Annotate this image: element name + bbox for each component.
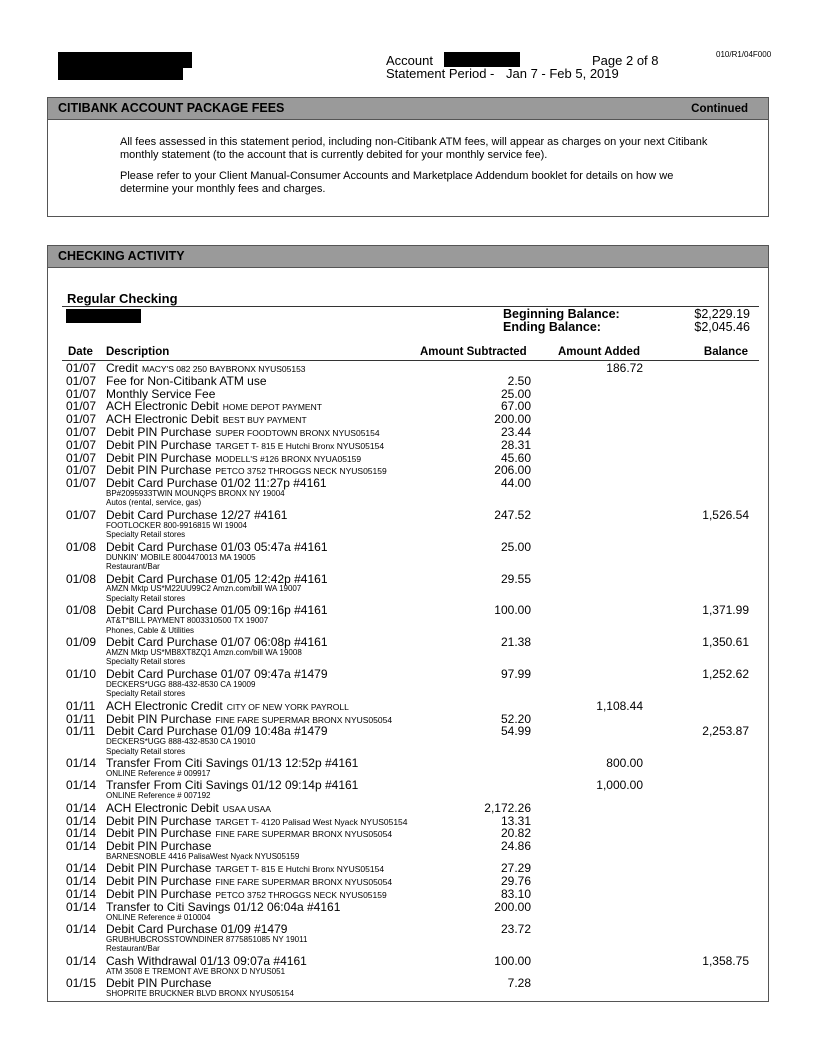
transaction-merchant: TARGET T- 4120 Palisad West Nyack NYUS05154 bbox=[215, 816, 408, 827]
transaction-date: 01/10 bbox=[66, 666, 97, 681]
running-balance: 1,350.61 bbox=[702, 635, 749, 650]
transaction-type: Transfer From Citi Savings 01/12 09:14p #4161 bbox=[106, 778, 359, 793]
amount-subtracted: 24.86 bbox=[500, 839, 531, 854]
transaction-detail: ONLINE Reference # 009917 bbox=[106, 768, 211, 778]
transaction-detail: Phones, Cable & Utilities bbox=[106, 625, 195, 635]
transaction-merchant: CITY OF NEW YORK PAYROLL bbox=[226, 701, 349, 712]
amount-added: 1,108.44 bbox=[596, 698, 643, 713]
transaction-detail: BP#2095933TWIN MOUNQPS BRONX NY 19004 bbox=[106, 488, 285, 498]
transaction-row bbox=[0, 509, 816, 541]
transaction-date: 01/14 bbox=[66, 887, 97, 902]
transaction-row bbox=[0, 668, 816, 700]
redacted-account-id bbox=[66, 309, 141, 323]
fees-paragraph-1: All fees assessed in this statement period, including non-Citibank ATM fees, will appear as charges on your next Citibank monthly statement (to the account that is currently debited for your monthly service fee). bbox=[120, 136, 708, 161]
transaction-detail: SHOPRITE BRUCKNER BLVD BRONX NYUS05154 bbox=[106, 989, 294, 998]
transaction-type: Debit Card Purchase 01/02 11:27p #4161 bbox=[106, 476, 327, 491]
continued-label: Continued bbox=[691, 103, 748, 115]
transaction-date: 01/07 bbox=[66, 399, 97, 414]
amount-subtracted: 200.00 bbox=[494, 899, 531, 914]
transaction-detail: Specialty Retail stores bbox=[106, 593, 186, 603]
transaction-row bbox=[0, 840, 816, 862]
col-header-date: Date bbox=[68, 346, 93, 358]
transaction-row bbox=[0, 757, 816, 779]
transaction-type: ACH Electronic Credit bbox=[106, 698, 223, 713]
transaction-merchant: FINE FARE SUPERMAR BRONX NYUS05054 bbox=[215, 877, 393, 888]
transaction-merchant: PETCO 3752 THROGGS NECK NYUS05159 bbox=[215, 890, 387, 901]
transaction-date: 01/07 bbox=[66, 476, 97, 491]
amount-added: 800.00 bbox=[606, 756, 643, 771]
amount-subtracted: 200.00 bbox=[494, 412, 531, 427]
transaction-merchant: TARGET T- 815 E Hutchi Bronx NYUS05154 bbox=[215, 440, 385, 451]
amount-subtracted: 54.99 bbox=[500, 724, 531, 739]
amount-subtracted: 7.28 bbox=[507, 976, 531, 991]
transaction-date: 01/14 bbox=[66, 839, 97, 854]
beginning-balance-value: $2,229.19 bbox=[694, 307, 750, 321]
transaction-type: Debit PIN Purchase bbox=[106, 861, 212, 876]
transaction-date: 01/07 bbox=[66, 437, 97, 452]
transaction-date: 01/07 bbox=[66, 361, 97, 375]
running-balance: 2,253.87 bbox=[702, 724, 749, 739]
transaction-date: 01/11 bbox=[66, 724, 96, 739]
transaction-date: 01/14 bbox=[66, 922, 97, 937]
amount-subtracted: 67.00 bbox=[500, 399, 531, 414]
redacted-name-block-2 bbox=[58, 66, 183, 80]
transaction-type: ACH Electronic Debit bbox=[106, 399, 219, 414]
amount-subtracted: 28.31 bbox=[500, 437, 531, 452]
transaction-date: 01/07 bbox=[66, 412, 97, 427]
amount-subtracted: 23.44 bbox=[500, 424, 531, 439]
transaction-type: Transfer to Citi Savings 01/12 06:04a #4161 bbox=[106, 899, 341, 914]
transaction-detail: DUNKIN' MOBILE 8004470013 MA 19005 bbox=[106, 552, 256, 562]
amount-subtracted: 206.00 bbox=[494, 463, 531, 478]
amount-added: 186.72 bbox=[606, 361, 643, 375]
transaction-merchant: SUPER FOODTOWN BRONX NYUS05154 bbox=[215, 427, 380, 438]
transaction-date: 01/11 bbox=[66, 711, 96, 726]
transaction-type: Debit Card Purchase 01/07 06:08p #4161 bbox=[106, 635, 328, 650]
transaction-detail: AT&T*BILL PAYMENT 8003310500 TX 19007 bbox=[106, 616, 269, 626]
transactions-list bbox=[0, 362, 816, 1000]
amount-subtracted: 20.82 bbox=[500, 826, 531, 841]
transaction-date: 01/14 bbox=[66, 874, 97, 889]
transaction-detail: Specialty Retail stores bbox=[106, 657, 186, 667]
transaction-detail: Specialty Retail stores bbox=[106, 689, 186, 699]
transaction-date: 01/07 bbox=[66, 450, 97, 465]
amount-subtracted: 52.20 bbox=[500, 711, 531, 726]
transaction-type: Debit PIN Purchase bbox=[106, 826, 212, 841]
amount-subtracted: 2,172.26 bbox=[484, 800, 531, 815]
transaction-date: 01/11 bbox=[66, 698, 96, 713]
amount-subtracted: 27.29 bbox=[500, 861, 531, 876]
column-header-rule bbox=[62, 360, 759, 361]
fees-paragraph-2: Please refer to your Client Manual-Consumer Accounts and Marketplace Addendum booklet for details on how we determine your monthly fees and charges. bbox=[120, 170, 674, 195]
amount-subtracted: 25.00 bbox=[500, 539, 531, 554]
transaction-type: Monthly Service Fee bbox=[106, 386, 216, 401]
transaction-type: Debit PIN Purchase bbox=[106, 424, 212, 439]
transaction-type: Credit bbox=[106, 361, 139, 375]
running-balance: 1,526.54 bbox=[702, 507, 749, 522]
transaction-type: ACH Electronic Debit bbox=[106, 412, 219, 427]
transaction-row bbox=[0, 573, 816, 605]
amount-subtracted: 23.72 bbox=[500, 922, 531, 937]
transaction-detail: Specialty Retail stores bbox=[106, 746, 186, 756]
transaction-merchant: BEST BUY PAYMENT bbox=[222, 415, 307, 426]
transaction-row bbox=[0, 779, 816, 801]
transaction-merchant: TARGET T- 815 E Hutchi Bronx NYUS05154 bbox=[215, 864, 385, 875]
transaction-merchant: FINE FARE SUPERMAR BRONX NYUS05054 bbox=[215, 714, 393, 725]
col-header-description: Description bbox=[106, 346, 170, 358]
amount-subtracted: 2.50 bbox=[507, 373, 531, 388]
amount-subtracted: 97.99 bbox=[500, 666, 531, 681]
amount-subtracted: 100.00 bbox=[494, 603, 531, 618]
transaction-date: 01/14 bbox=[66, 778, 97, 793]
transaction-type: Debit PIN Purchase bbox=[106, 976, 212, 991]
page-number: Page 2 of 8 bbox=[592, 53, 659, 68]
transaction-type: Debit Card Purchase 01/09 #1479 bbox=[106, 922, 288, 937]
transaction-type: Debit Card Purchase 01/07 09:47a #1479 bbox=[106, 666, 328, 681]
transaction-type: Debit PIN Purchase bbox=[106, 437, 212, 452]
transaction-detail: DECKERS*UGG 888-432-8530 CA 19010 bbox=[106, 737, 256, 747]
transaction-row bbox=[0, 955, 816, 977]
amount-subtracted: 44.00 bbox=[500, 476, 531, 491]
transaction-type: Debit PIN Purchase bbox=[106, 839, 212, 854]
transaction-row bbox=[0, 977, 816, 999]
transaction-type: Debit Card Purchase 12/27 #4161 bbox=[106, 507, 288, 522]
transaction-date: 01/07 bbox=[66, 463, 97, 478]
running-balance: 1,358.75 bbox=[702, 953, 749, 968]
transaction-row bbox=[0, 923, 816, 955]
statement-period: Jan 7 - Feb 5, 2019 bbox=[506, 66, 619, 81]
transaction-row bbox=[0, 541, 816, 573]
transaction-date: 01/07 bbox=[66, 386, 97, 401]
transaction-detail: ONLINE Reference # 007192 bbox=[106, 791, 211, 801]
transaction-date: 01/09 bbox=[66, 635, 97, 650]
transaction-type: ACH Electronic Debit bbox=[106, 800, 219, 815]
transaction-type: Transfer From Citi Savings 01/13 12:52p #4161 bbox=[106, 756, 359, 771]
transaction-detail: ATM 3508 E TREMONT AVE BRONX D NYUS051 bbox=[106, 966, 286, 976]
amount-subtracted: 25.00 bbox=[500, 386, 531, 401]
transaction-date: 01/14 bbox=[66, 953, 97, 968]
transaction-detail: Specialty Retail stores bbox=[106, 530, 186, 540]
subtitle-rule bbox=[62, 306, 759, 307]
transaction-row bbox=[0, 725, 816, 757]
transaction-type: Fee for Non-Citibank ATM use bbox=[106, 373, 267, 388]
amount-subtracted: 29.55 bbox=[500, 571, 531, 586]
fees-section bbox=[47, 97, 769, 217]
beginning-balance-label: Beginning Balance: bbox=[503, 307, 620, 321]
amount-subtracted: 21.38 bbox=[500, 635, 531, 650]
regular-checking-title: Regular Checking bbox=[67, 291, 178, 306]
redacted-account-number bbox=[444, 52, 520, 67]
transaction-type: Debit PIN Purchase bbox=[106, 463, 212, 478]
transaction-type: Debit PIN Purchase bbox=[106, 711, 212, 726]
transaction-merchant: PETCO 3752 THROGGS NECK NYUS05159 bbox=[215, 466, 387, 477]
fees-section-title: CITIBANK ACCOUNT PACKAGE FEES bbox=[58, 101, 285, 115]
transaction-detail: Autos (rental, service, gas) bbox=[106, 498, 202, 508]
statement-period-label: Statement Period - bbox=[386, 66, 495, 81]
transaction-detail: BARNESNOBLE 4416 PalisaWest Nyack NYUS05159 bbox=[106, 851, 300, 861]
transaction-date: 01/07 bbox=[66, 507, 97, 522]
transaction-merchant: FINE FARE SUPERMAR BRONX NYUS05054 bbox=[215, 829, 393, 840]
transaction-merchant: HOME DEPOT PAYMENT bbox=[222, 402, 322, 413]
transaction-type: Debit PIN Purchase bbox=[106, 874, 212, 889]
transaction-type: Debit PIN Purchase bbox=[106, 887, 212, 902]
ending-balance-label: Ending Balance: bbox=[503, 320, 601, 334]
transaction-date: 01/14 bbox=[66, 899, 97, 914]
transaction-date: 01/15 bbox=[66, 976, 97, 991]
col-header-subtracted: Amount Subtracted bbox=[420, 346, 527, 358]
checking-section-header bbox=[48, 246, 768, 268]
amount-subtracted: 100.00 bbox=[494, 953, 531, 968]
transaction-detail: AMZN Mktp US*M22UU99C2 Amzn.com/bill WA 19007 bbox=[106, 584, 302, 594]
transaction-date: 01/07 bbox=[66, 373, 97, 388]
transaction-type: Debit Card Purchase 01/09 10:48a #1479 bbox=[106, 724, 328, 739]
document-code: 010/R1/04F000 bbox=[716, 50, 772, 59]
amount-subtracted: 45.60 bbox=[500, 450, 531, 465]
transaction-row bbox=[0, 901, 816, 923]
running-balance: 1,371.99 bbox=[702, 603, 749, 618]
col-header-added: Amount Added bbox=[558, 346, 640, 358]
checking-section-title: CHECKING ACTIVITY bbox=[58, 249, 185, 263]
transaction-date: 01/14 bbox=[66, 861, 97, 876]
amount-subtracted: 29.76 bbox=[500, 874, 531, 889]
transaction-date: 01/14 bbox=[66, 826, 97, 841]
transaction-type: Debit PIN Purchase bbox=[106, 450, 212, 465]
transaction-merchant: MACY'S 082 250 BAYBRONX NYUS05153 bbox=[142, 364, 306, 374]
transaction-detail: Restaurant/Bar bbox=[106, 944, 160, 954]
account-label: Account bbox=[386, 53, 433, 68]
transaction-date: 01/14 bbox=[66, 800, 97, 815]
amount-subtracted: 83.10 bbox=[500, 887, 531, 902]
transaction-type: Debit PIN Purchase bbox=[106, 813, 212, 828]
transaction-merchant: MODELL'S #126 BRONX NYUA05159 bbox=[215, 453, 362, 464]
running-balance: 1,252.62 bbox=[702, 666, 749, 681]
transaction-date: 01/08 bbox=[66, 571, 97, 586]
transaction-type: Debit Card Purchase 01/05 09:16p #4161 bbox=[106, 603, 328, 618]
transaction-detail: DECKERS*UGG 888-432-8530 CA 19009 bbox=[106, 679, 256, 689]
ending-balance-value: $2,045.46 bbox=[694, 320, 750, 334]
transaction-type: Debit Card Purchase 01/05 12:42p #4161 bbox=[106, 571, 328, 586]
transaction-detail: FOOTLOCKER 800-9916815 WI 19004 bbox=[106, 520, 247, 530]
transaction-date: 01/08 bbox=[66, 603, 97, 618]
col-header-balance: Balance bbox=[703, 346, 748, 358]
transaction-detail: ONLINE Reference # 010004 bbox=[106, 912, 211, 922]
transaction-row bbox=[0, 604, 816, 636]
transaction-date: 01/08 bbox=[66, 539, 97, 554]
transaction-date: 01/14 bbox=[66, 756, 97, 771]
transaction-row bbox=[0, 477, 816, 509]
transaction-detail: GRUBHUBCROSSTOWNDINER 8775851085 NY 19011 bbox=[106, 934, 308, 944]
fees-section-header bbox=[48, 98, 768, 120]
transaction-date: 01/14 bbox=[66, 813, 97, 828]
amount-added: 1,000.00 bbox=[596, 778, 643, 793]
transaction-detail: AMZN Mktp US*MB8XT8ZQ1 Amzn.com/bill WA 19008 bbox=[106, 647, 302, 657]
transaction-merchant: USAA USAA bbox=[222, 803, 271, 814]
amount-subtracted: 13.31 bbox=[500, 813, 531, 828]
transaction-type: Debit Card Purchase 01/03 05:47a #4161 bbox=[106, 539, 328, 554]
transaction-type: Cash Withdrawal 01/13 09:07a #4161 bbox=[106, 953, 307, 968]
amount-subtracted: 247.52 bbox=[494, 507, 531, 522]
transaction-date: 01/07 bbox=[66, 424, 97, 439]
transaction-detail: Restaurant/Bar bbox=[106, 562, 160, 572]
transaction-row bbox=[0, 636, 816, 668]
